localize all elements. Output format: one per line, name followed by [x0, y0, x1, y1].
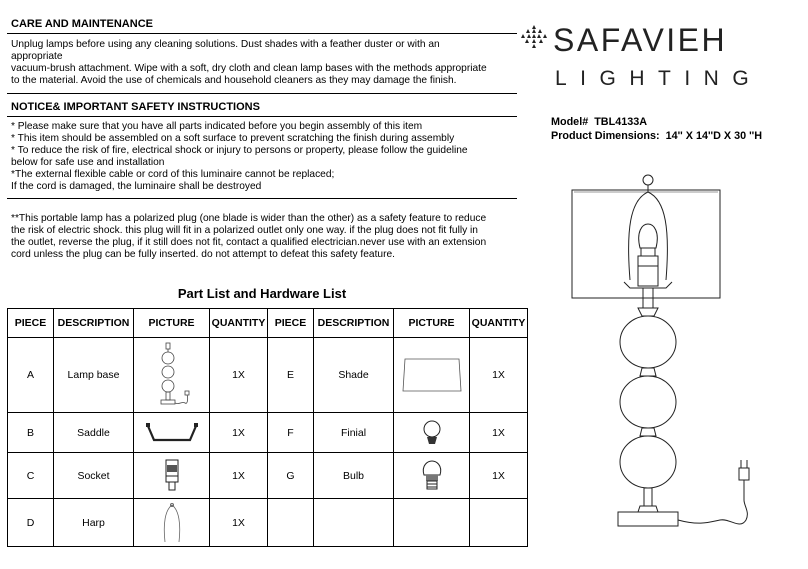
- socket-icon: [162, 458, 182, 494]
- header-description: DESCRIPTION: [314, 309, 394, 338]
- table-row: [8, 499, 528, 547]
- description-cell: Lamp base: [54, 338, 134, 413]
- quantity-cell: 1X: [470, 338, 528, 413]
- notice-bottom-rule: [7, 198, 517, 199]
- header-quantity: QUANTITY: [470, 309, 528, 338]
- notice-line: * To reduce the risk of fire, electrical shock or injury to persons or property, please follow the guideline: [11, 145, 468, 157]
- brand-sub: LIGHTING: [555, 67, 763, 90]
- lamp-base-icon: [152, 341, 192, 409]
- picture-cell: [394, 453, 470, 499]
- plug-line: the outlet, reverse the plug, if it still does not fit, contact a qualified electrician.never use with an extension: [11, 237, 487, 249]
- notice-rule: [7, 116, 517, 117]
- table-row: [8, 413, 528, 453]
- description-cell: Socket: [54, 453, 134, 499]
- table-row: [8, 338, 528, 413]
- brand-name: SAFAVIEH: [553, 22, 728, 58]
- care-rule: [7, 33, 517, 34]
- plug-line: the risk of electric shock. this plug will fit in a polarized outlet only one way. if the plug does not fit fully in: [11, 225, 478, 237]
- header-picture: PICTURE: [394, 309, 470, 338]
- parts-table: [7, 308, 528, 547]
- picture-cell: [134, 453, 210, 499]
- description-cell: Saddle: [54, 413, 134, 453]
- picture-cell: [394, 338, 470, 413]
- piece-cell: D: [8, 499, 54, 547]
- care-line: vacuum-brush attachment. Wipe with a soft, dry cloth and clean lamp bases with the methods appropriate: [11, 63, 487, 75]
- piece-cell: C: [8, 453, 54, 499]
- header-piece: PIECE: [268, 309, 314, 338]
- description-cell: [314, 499, 394, 547]
- parts-title: Part List and Hardware List: [177, 286, 347, 301]
- finial-icon: [420, 418, 444, 448]
- model-label: Model#: [551, 116, 589, 128]
- notice-line: * This item should be assembled on a soft surface to prevent scratching the finish during assembly: [11, 133, 455, 145]
- care-paragraph: [11, 39, 487, 87]
- care-line: Unplug lamps before using any cleaning solutions. Dust shades with a feather duster or with an: [11, 39, 440, 50]
- piece-cell: B: [8, 413, 54, 453]
- quantity-cell: 1X: [470, 453, 528, 499]
- quantity-cell: 1X: [210, 338, 268, 413]
- description-cell: Bulb: [314, 453, 394, 499]
- notice-line: * Please make sure that you have all parts indicated before you begin assembly of this item: [11, 121, 423, 132]
- piece-cell: A: [8, 338, 54, 413]
- bulb-icon: [419, 459, 445, 493]
- notice-line: below for safe use and installation: [11, 157, 165, 169]
- dims-value: 14'' X 14''D X 30 ''H: [665, 130, 763, 142]
- quantity-cell: 1X: [210, 499, 268, 547]
- care-line: to the material. Avoid the use of chemicals and household cleaners as they may damage the finish.: [11, 75, 457, 87]
- model-value: TBL4133A: [594, 116, 648, 128]
- header-description: DESCRIPTION: [54, 309, 134, 338]
- model-number: [551, 116, 647, 129]
- notice-line: If the cord is damaged, the luminaire shall be destroyed: [11, 181, 262, 193]
- notice-title: NOTICE& IMPORTANT SAFETY INSTRUCTIONS: [11, 101, 260, 113]
- piece-cell: [268, 499, 314, 547]
- quantity-cell: 1X: [210, 413, 268, 453]
- dims-label: Product Dimensions:: [551, 130, 660, 142]
- care-line: appropriate: [11, 51, 63, 63]
- shade-icon: [397, 355, 467, 395]
- header-piece: PIECE: [8, 309, 54, 338]
- plug-line: cord unless the plug can be fully inserted. do not attempt to defeat this safety feature.: [11, 249, 395, 261]
- picture-cell: [134, 499, 210, 547]
- harp-icon: [159, 502, 185, 544]
- saddle-icon: [144, 420, 200, 446]
- header-quantity: QUANTITY: [210, 309, 268, 338]
- picture-cell: [134, 338, 210, 413]
- notice-paragraph: [11, 121, 468, 194]
- piece-cell: F: [268, 413, 314, 453]
- quantity-cell: 1X: [470, 413, 528, 453]
- care-bottom-rule: [7, 93, 517, 94]
- quantity-cell: 1X: [210, 453, 268, 499]
- plug-paragraph: [11, 213, 486, 261]
- picture-cell: [394, 499, 470, 547]
- notice-line: *The external flexible cable or cord of this luminaire cannot be replaced;: [11, 169, 335, 181]
- chandelier-logo-icon: [519, 24, 549, 54]
- header-picture: PICTURE: [134, 309, 210, 338]
- description-cell: Shade: [314, 338, 394, 413]
- description-cell: Harp: [54, 499, 134, 547]
- product-dimensions: [551, 130, 762, 143]
- care-title: CARE AND MAINTENANCE: [11, 18, 153, 30]
- quantity-cell: [470, 499, 528, 547]
- table-header-row: [8, 309, 528, 338]
- picture-cell: [134, 413, 210, 453]
- picture-cell: [394, 413, 470, 453]
- piece-cell: G: [268, 453, 314, 499]
- lamp-drawing-icon: [560, 170, 790, 540]
- plug-line: **This portable lamp has a polarized plug (one blade is wider than the other) as a safety feature to reduce: [11, 213, 487, 224]
- piece-cell: E: [268, 338, 314, 413]
- description-cell: Finial: [314, 413, 394, 453]
- table-row: [8, 453, 528, 499]
